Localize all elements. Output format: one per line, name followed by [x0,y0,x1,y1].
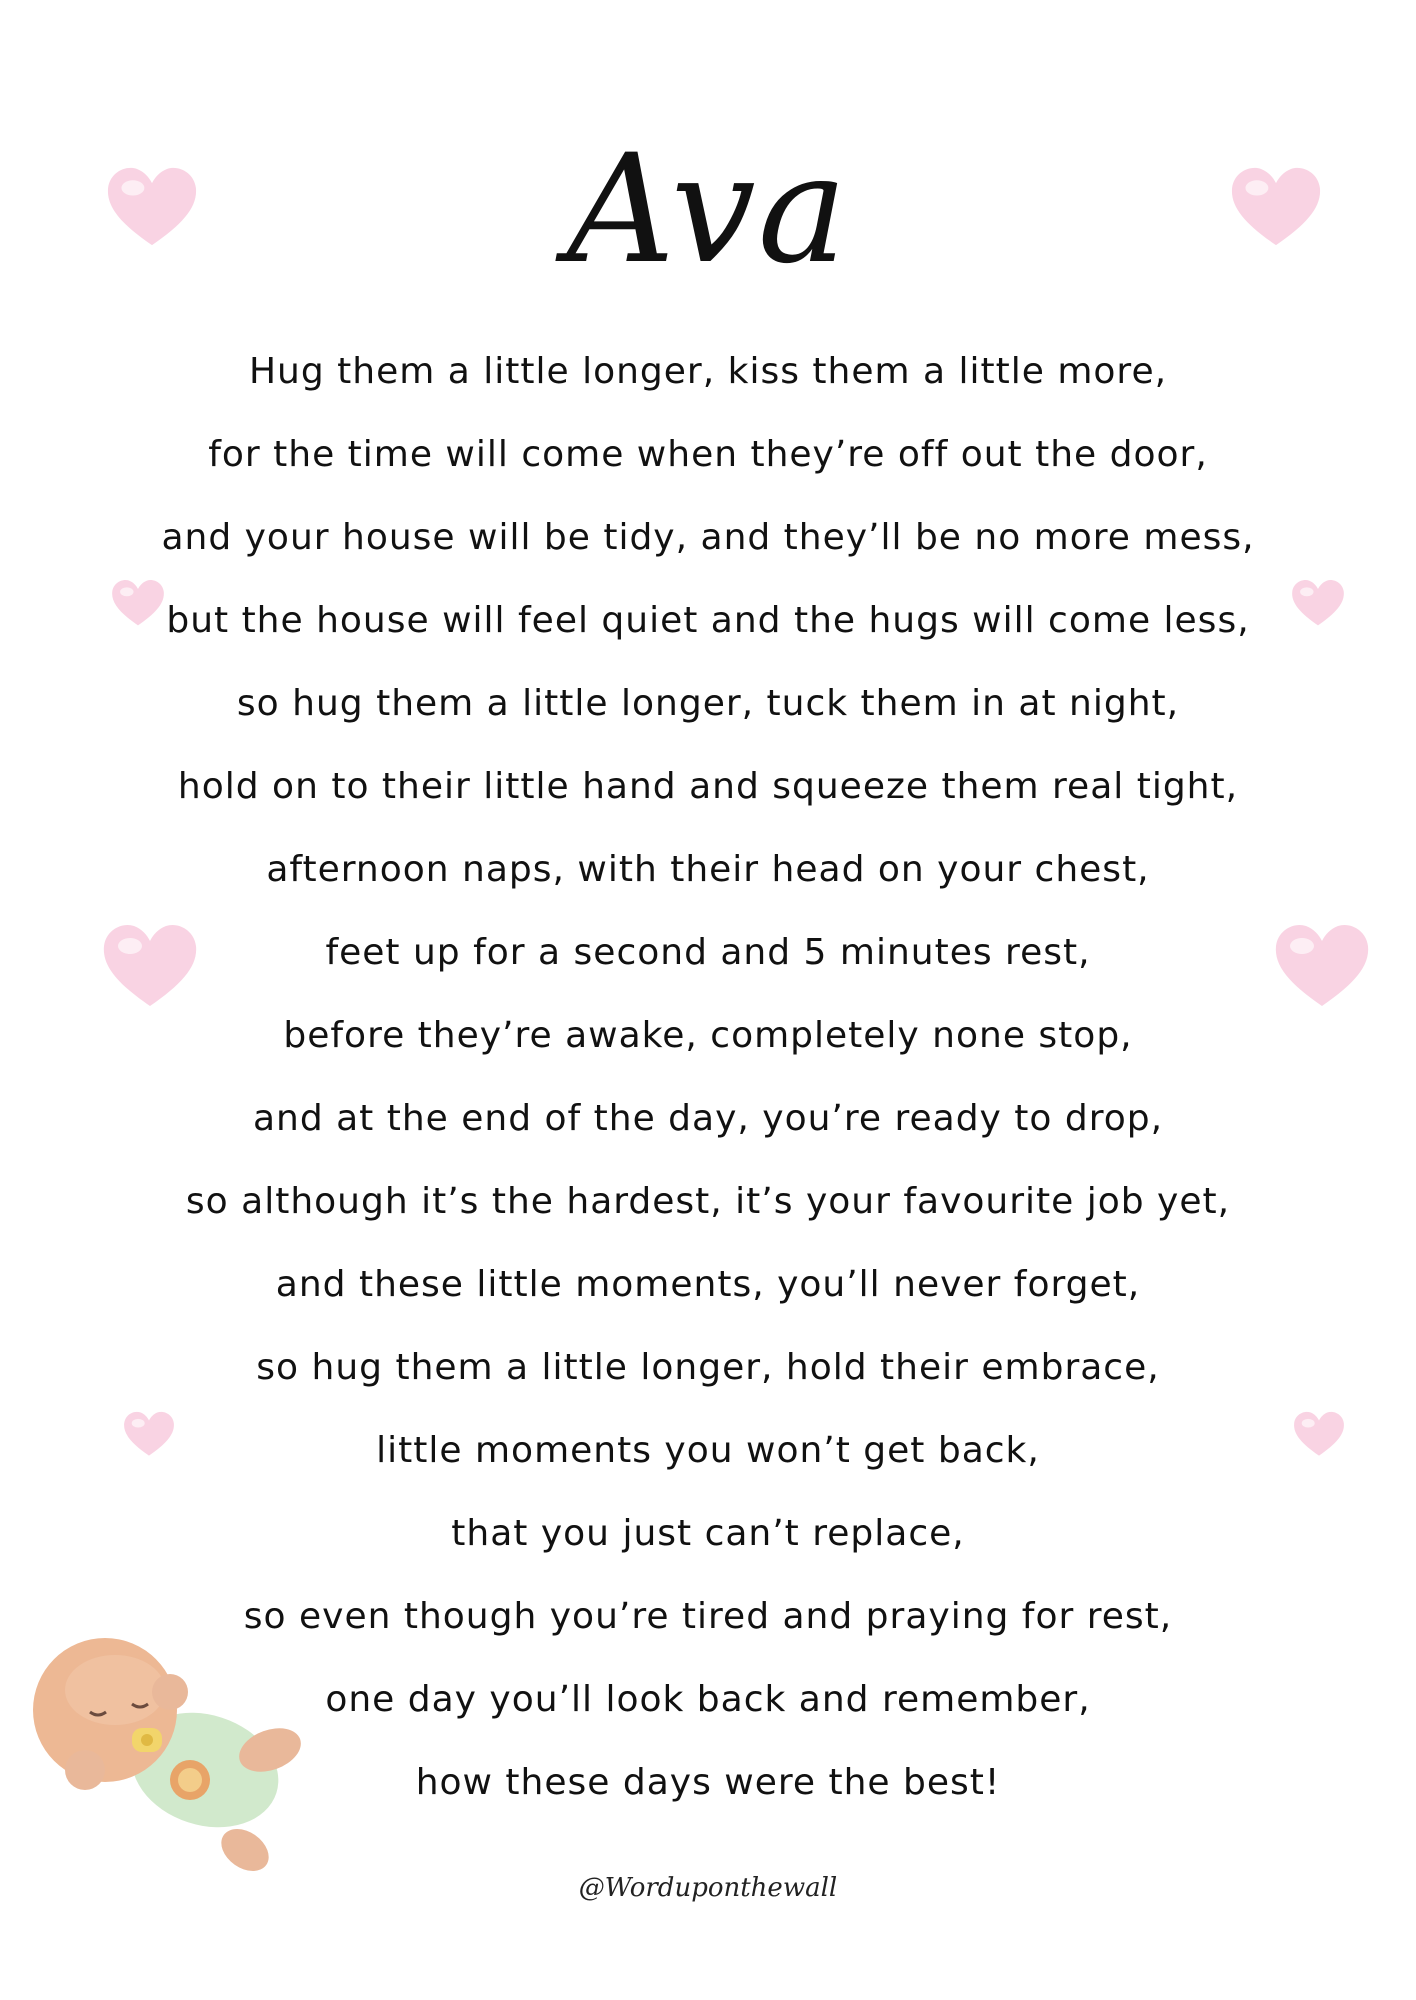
poem-line: but the house will feel quiet and the hugs will come less, [166,600,1250,641]
poem-line: so hug them a little longer, hold their embrace, [256,1347,1160,1388]
baby-illustration [20,1620,330,1900]
poem-line: that you just can’t replace, [451,1513,965,1554]
poem-line: so although it’s the hardest, it’s your favourite job yet, [185,1181,1231,1222]
poem-line: hold on to their little hand and squeeze them real tight, [177,766,1239,807]
page-title: Ava [566,123,850,297]
poem-line: so even though you’re tired and praying for rest, [243,1596,1173,1637]
poem-line: and at the end of the day, you’re ready to drop, [252,1098,1164,1139]
poem-line: before they’re awake, completely none stop, [283,1015,1133,1056]
poem-body [0,330,1416,1824]
poem-line: afternoon naps, with their head on your chest, [266,849,1150,890]
poem-line: for the time will come when they’re off out the door, [208,434,1208,475]
poem-line: and these little moments, you’ll never forget, [275,1264,1141,1305]
poem-line: Hug them a little longer, kiss them a little more, [248,351,1168,392]
poem-line: how these days were the best! [415,1762,1001,1803]
poem-line: feet up for a second and 5 minutes rest, [325,932,1091,973]
credit-handle: @Worduponthewall [578,1873,838,1903]
poem-line: and your house will be tidy, and they’ll be no more mess, [161,517,1255,558]
poem-line: so hug them a little longer, tuck them in at night, [236,683,1180,724]
poem-line: one day you’ll look back and remember, [325,1679,1091,1720]
poem-line: little moments you won’t get back, [376,1430,1040,1471]
